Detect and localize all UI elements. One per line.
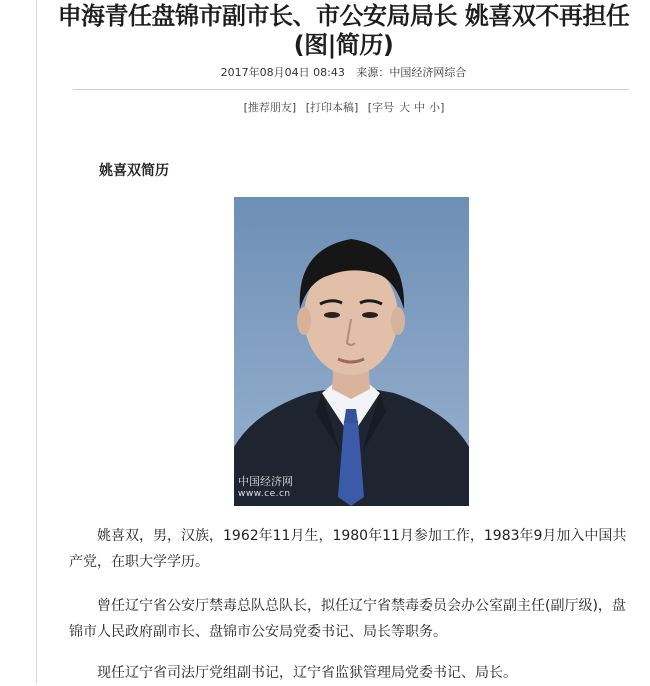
print-link[interactable]: [打印本稿] — [305, 101, 359, 114]
font-size-large-link[interactable]: 大 — [399, 101, 411, 114]
paragraph-1: 姚喜双，男，汉族，1962年11月生，1980年11月参加工作，1983年9月加入中国共产党，在职大学学历。 — [69, 528, 627, 570]
article-tools — [37, 99, 650, 115]
article — [37, 0, 650, 683]
portrait-photo — [234, 197, 469, 506]
article-source: 来源：中国经济网综合 — [356, 66, 467, 79]
section-title: 姚喜双简历 — [99, 163, 169, 179]
photo-watermark — [238, 476, 293, 500]
recommend-link[interactable]: [推荐朋友] — [243, 101, 297, 114]
font-size-medium-link[interactable]: 中 — [414, 101, 426, 114]
font-size-label: [字号 — [367, 101, 395, 114]
article-headline: 申海青任盘锦市副市长、市公安局局长 姚喜双不再担任(图|简历) — [57, 2, 630, 59]
watermark-brand: 中国经济网 — [238, 475, 293, 488]
font-size-small-link[interactable]: 小] — [429, 101, 445, 114]
watermark-url: www.ce.cn — [238, 489, 291, 499]
article-meta — [37, 64, 650, 80]
paragraph-3: 现任辽宁省司法厅党组副书记，辽宁省监狱管理局党委书记、局长。 — [97, 665, 517, 681]
paragraph-2: 曾任辽宁省公安厅禁毒总队总队长，拟任辽宁省禁毒委员会办公室副主任(副厅级)，盘锦市人民政府副市长、盘锦市公安局党委书记、局长等职务。 — [69, 598, 626, 640]
header-divider — [73, 89, 629, 90]
portrait-illustration — [234, 197, 469, 506]
article-datetime: 2017年08月04日 08:43 — [220, 66, 345, 79]
